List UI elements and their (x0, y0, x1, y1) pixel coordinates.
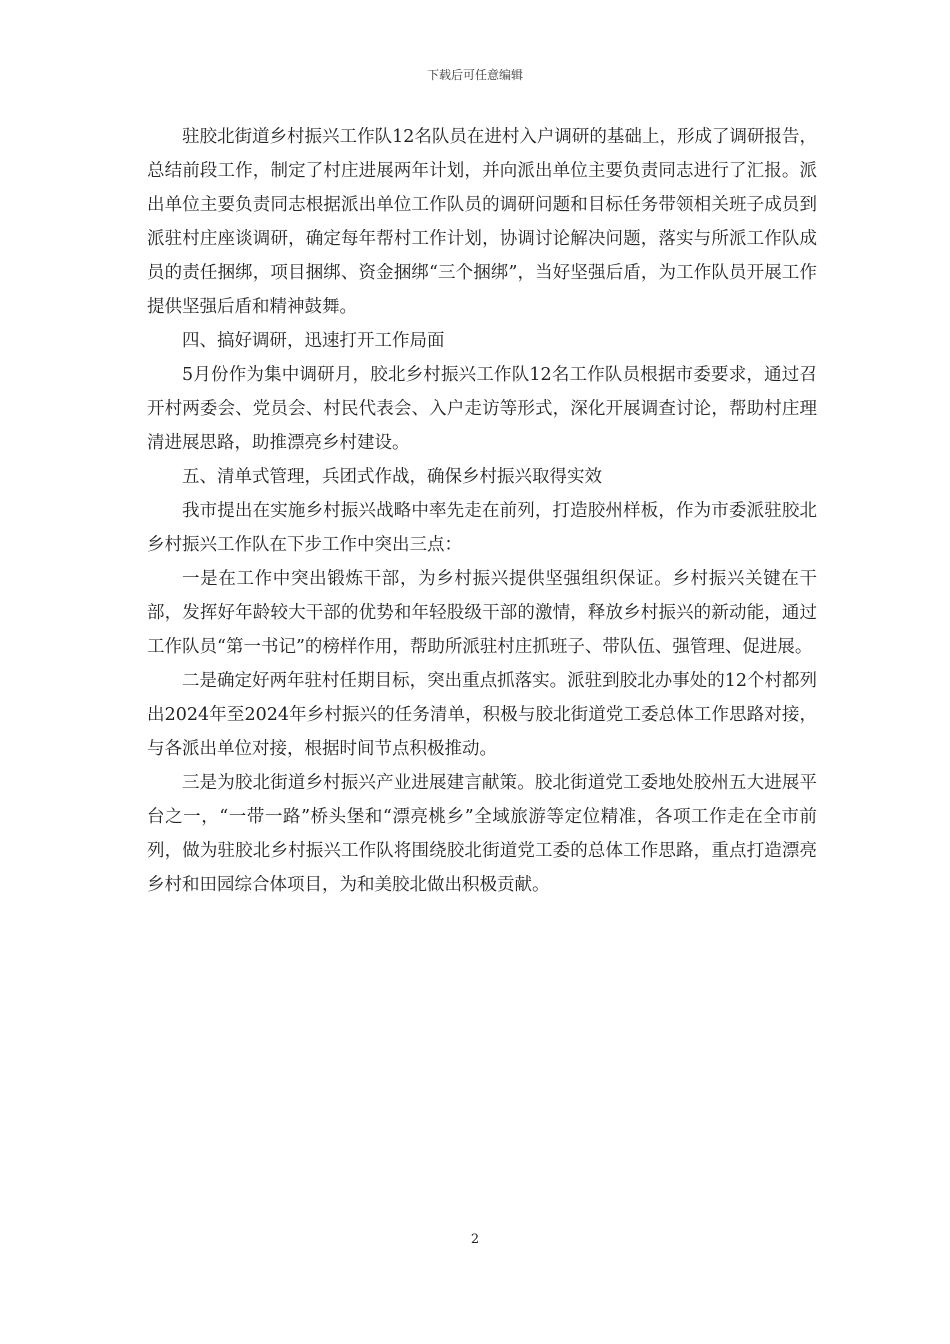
paragraph-research-month: 5月份作为集中调研月，胶北乡村振兴工作队12名工作队员根据市委要求，通过召开村两委会、党员会、村民代表会、入户走访等形式，深化开展调查讨论，帮助村庄理清进展思路，助推漂亮乡村建设。 (147, 365, 817, 453)
page-header: 下载后可任意编辑 (426, 68, 523, 82)
paragraph-three-points-intro: 我市提出在实施乡村振兴战略中率先走在前列，打造胶州样板，作为市委派驻胶北乡村振兴工作队在下步工作中突出三点： (147, 501, 817, 555)
section-heading-4: 四、搞好调研，迅速打开工作局面 (182, 331, 445, 351)
page-number: 2 (470, 1232, 480, 1247)
paragraph-point-one: 一是在工作中突出锻炼干部，为乡村振兴提供坚强组织保证。乡村振兴关键在干部，发挥好年龄较大干部的优势和年轻股级干部的激情，释放乡村振兴的新动能，通过工作队员“第一书记”的榜样作用，帮助所派驻村庄抓班子、带队伍、强管理、促进展。 (147, 569, 817, 657)
document-body (147, 120, 817, 902)
paragraph-report-summary: 驻胶北街道乡村振兴工作队12名队员在进村入户调研的基础上，形成了调研报告，总结前段工作，制定了村庄进展两年计划，并向派出单位主要负责同志进行了汇报。派出单位主要负责同志根据派出单位工作队员的调研问题和目标任务带领相关班子成员到派驻村庄座谈调研，确定每年帮村工作计划，协调讨论解决问题，落实与所派工作队成员的责任捆绑，项目捆绑、资金捆绑“三个捆绑”，当好坚强后盾，为工作队员开展工作提供坚强后盾和精神鼓舞。 (147, 127, 817, 317)
section-heading-5: 五、清单式管理，兵团式作战，确保乡村振兴取得实效 (182, 467, 602, 487)
paragraph-point-two: 二是确定好两年驻村任期目标，突出重点抓落实。派驻到胶北办事处的12个村都列出2024年至2024年乡村振兴的任务清单，积极与胶北街道党工委总体工作思路对接，与各派出单位对接，根据时间节点积极推动。 (147, 671, 817, 759)
paragraph-point-three: 三是为胶北街道乡村振兴产业进展建言献策。胶北街道党工委地处胶州五大进展平台之一，“一带一路”桥头堡和“漂亮桃乡”全域旅游等定位精准，各项工作走在全市前列，做为驻胶北乡村振兴工作队将围绕胶北街道党工委的总体工作思路，重点打造漂亮乡村和田园综合体项目，为和美胶北做出积极贡献。 (147, 773, 817, 895)
